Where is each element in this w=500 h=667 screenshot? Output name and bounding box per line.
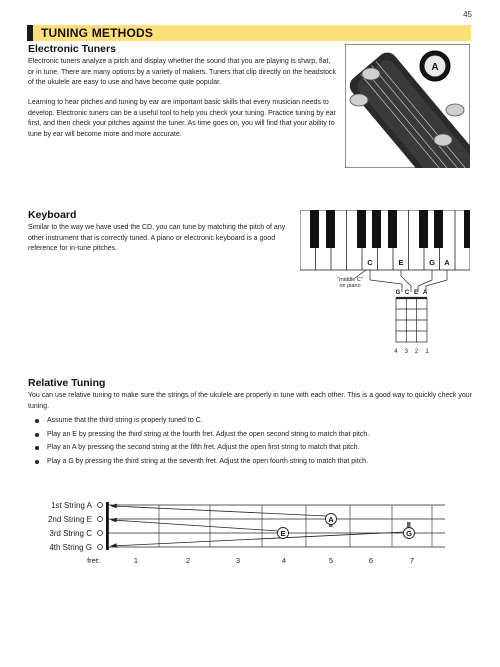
svg-text:E: E: [280, 529, 286, 538]
note-marker-a: [326, 514, 337, 525]
list-item: Play an A by pressing the second string at the fifth fret. Adjust the open first string to match that pitch.: [28, 443, 468, 457]
list-item: Play an E by pressing the third string at the fourth fret. Adjust the open second string to match that pitch.: [28, 430, 468, 444]
fret-number-1: 1: [133, 556, 139, 565]
tuner-display-letter: A: [431, 62, 439, 73]
section-banner: [27, 25, 471, 41]
string-number-2: 2: [414, 349, 419, 355]
page-number: 45: [463, 10, 472, 19]
string-label-2: 2nd String E: [47, 515, 92, 524]
fret-number-2: 2: [185, 556, 191, 565]
electronic-tuners-paragraph-1: Electronic tuners analyze a pitch and display whether the sound that you are playing is sharp, flat, or in tune. There are many options by a variety of makers. Tuners that clip directly on the headstock of the ukulele are easy to use and have become quite popular.: [28, 58, 337, 87]
string-label-1: 1st String A: [51, 501, 92, 510]
string-number-1: 1: [425, 349, 429, 355]
string-number-4: 4: [394, 349, 398, 355]
key-label-c: C: [367, 258, 373, 267]
ukulele-chord-grid: [396, 298, 427, 342]
relative-tuning-steps: [28, 416, 468, 470]
tuning-arrows: [112, 506, 404, 546]
string-label-3: 3rd String C: [49, 529, 92, 538]
fret-number-6: 6: [368, 556, 374, 565]
keyboard-paragraph: Similar to the way we have used the CD, you can tune by matching the pitch of any other instrument that is correctly tuned. A piano or electronic keyboard is a good reference for in-tune pitches.: [28, 224, 286, 253]
svg-text:G: G: [406, 529, 412, 538]
list-item: Play a G by pressing the third string at the seventh fret. Adjust the open fourth string to match that pitch.: [28, 457, 468, 471]
string-label-4: 4th String G: [49, 543, 92, 552]
ukulele-string-letter-g: G: [395, 290, 401, 296]
list-item: Assume that the third string is properly tuned to C.: [28, 416, 468, 430]
relative-tuning-paragraph: You can use relative tuning to make sure the strings of the ukulele are properly in tune with each other. This is a good way to quickly check your tuning.: [28, 392, 472, 410]
key-label-e: E: [398, 258, 404, 267]
clip-on-tuner-photo: [345, 44, 470, 168]
middle-c-label-line1: "middle C": [337, 277, 363, 283]
ukulele-string-letter-c: C: [404, 290, 410, 296]
svg-text:A: A: [328, 515, 334, 524]
fret-number-4: 4: [281, 556, 287, 565]
note-marker-g: [404, 528, 415, 539]
electronic-tuners-heading: Electronic Tuners: [28, 43, 116, 55]
banner-title: TUNING METHODS: [41, 26, 154, 40]
key-label-a: A: [444, 258, 450, 267]
note-marker-e: [278, 528, 289, 539]
relative-tuning-fretboard: [40, 495, 465, 570]
middle-c-label-line2: on piano: [339, 283, 361, 289]
key-label-g: G: [429, 258, 435, 267]
electronic-tuners-paragraph-2: Learning to hear pitches and tuning by ear are important basic skills that every musician needs to develop. Electronic tuners can be a useful tool to help you check your tuning. Practice tuning by ear first, and then check your pitches against the tuner. As time goes on, you will find that your ability to tune by ear will become more and more accurate.: [28, 99, 336, 138]
string-number-3: 3: [404, 349, 408, 355]
fret-number-3: 3: [235, 556, 241, 565]
fret-label: fret:: [87, 556, 100, 565]
keyboard-diagram: [300, 210, 470, 360]
fret-number-7: 7: [409, 556, 415, 565]
ukulele-string-letter-e: E: [413, 290, 419, 296]
fretboard-strings: [108, 505, 445, 547]
fret-number-5: 5: [328, 556, 334, 565]
relative-tuning-heading: Relative Tuning: [28, 377, 106, 389]
keyboard-heading: Keyboard: [28, 209, 77, 221]
ukulele-string-letter-a: A: [422, 290, 428, 296]
